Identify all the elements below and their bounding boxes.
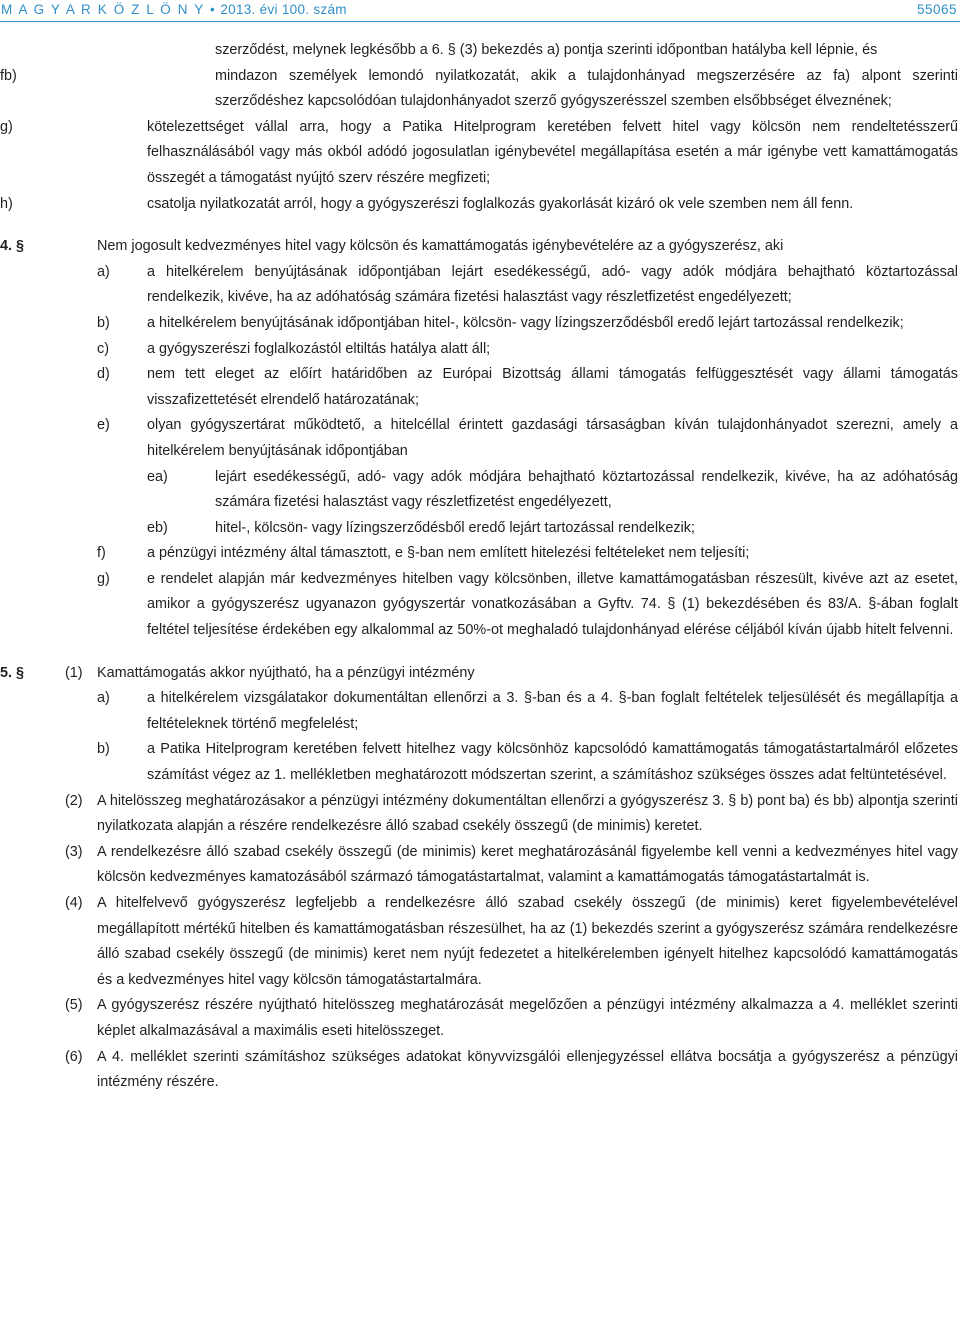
page-header — [0, 0, 960, 22]
item-marker: g) — [97, 570, 110, 587]
s3-item-fb — [0, 64, 958, 115]
s3-item-h — [0, 192, 958, 218]
item-text: mindazon személyek lemondó nyilatkozatát, akik a tulajdonhányad megszerzésére az fa) alpont szerinti szerződéshez kapcsolódóan tulajdonhányadot szerző gyógyszerésszel szemben elsőbbséget élveznének; — [215, 67, 958, 110]
item-marker: b) — [97, 314, 110, 331]
item-text: a Patika Hitelprogram keretében felvett hitelhez vagy kölcsönhöz kapcsolódó kamattámogatás támogatástartalmáról előzetes számítást végez az 1. mellékletben meghatározott módszertan szerint, a számításhoz szükséges összes adat feltüntetésével. — [147, 741, 958, 784]
item-marker: fb) — [0, 67, 17, 84]
paragraph-text: A hitelfelvevő gyógyszerész legfeljebb a rendelkezésre álló szabad csekély összegű (de minimis) keret figyelembevételével megállapított mértékű hitelben és kamattámogatásban részesülhet, ha az (1) bekezdés szerint a gyógyszerész számára rendelkezésre álló szabad csekély összegű (de minimis) keret nem nyújt fedezetet a hitelkérelemben igényelt hitelhez kapcsolódó kamattámogatás és a kedvezményes hitel vagy kölcsön támogatástartalmára. — [97, 895, 958, 988]
header-bullet: • — [209, 2, 215, 17]
item-text: a pénzügyi intézmény által támasztott, e §-ban nem említett hitelezési feltételeket nem teljesíti; — [147, 545, 750, 562]
paragraph-marker: (1) — [65, 664, 83, 681]
item-text: olyan gyógyszertárat működtető, a hitelcéllal érintett gazdasági társaságban kíván tulajdonhányadot szerezni, amely a hitelkérelem benyújtásának időpontjában — [147, 417, 958, 459]
item-text: e rendelet alapján már kedvezményes hitelben vagy kölcsönben, illetve kamattámogatásban részesült, kivéve azt az esetet, amikor a gyógyszerész ugyanazon gyógyszertár vonatkozásában a Gyftv. 74. § (1) bekezdésében és 83/A. §-ában foglalt feltétel teljesítése érdekében egy alkalommal az 50%-ot meghaladó tulajdonhányad elérése céljából kíván újabb hitelt felvenni. — [147, 570, 958, 639]
paragraph-marker: (5) — [65, 997, 83, 1014]
s4-item-f — [0, 541, 958, 567]
s5-item-b — [0, 737, 958, 788]
item-text: kötelezettséget vállal arra, hogy a Patika Hitelprogram keretében felvett hitel vagy kölcsön nem rendeltetésszerű felhasználásából vagy más okból adódó jogosulatlan igénybevétel megállapítása esetén a már igénybe vett kamattámogatás összegét a támogatást nyújtó szerv részére megfizeti; — [147, 118, 958, 186]
section-intro: Nem jogosult kedvezményes hitel vagy kölcsön és kamattámogatás igénybevételére az a gyógyszerész, aki — [97, 238, 784, 255]
item-marker: e) — [97, 417, 110, 434]
paragraph-text: A hitelösszeg meghatározásakor a pénzügyi intézmény dokumentáltan ellenőrzi a gyógyszerész 3. § b) pont ba) és bb) alpontja szerinti nyilatkozata alapján a részére rendelkezésre álló szabad csekély összegű (de minimis) keretet. — [97, 792, 958, 835]
item-text: a gyógyszerészi foglalkozástól eltiltás hatálya alatt áll; — [147, 340, 491, 357]
item-text: a hitelkérelem vizsgálatakor dokumentáltan ellenőrzi a 3. §-ban és a 4. §-ban foglalt feltételek teljesülését és megállapítja a feltételeknek történő megfelelést; — [147, 690, 958, 732]
item-marker: h) — [0, 195, 13, 212]
s4-item-d — [0, 362, 958, 413]
paragraph-marker: (2) — [65, 792, 83, 809]
item-marker: g) — [0, 118, 13, 135]
item-marker: eb) — [147, 519, 168, 536]
item-text: hitel-, kölcsön- vagy lízingszerződésből eredő lejárt tartozással rendelkezik; — [215, 519, 695, 536]
paragraph-text: szerződést, melynek legkésőbb a 6. § (3) bekezdés a) pontja szerinti időpontban hatályba kell lépnie, és — [215, 42, 878, 58]
s4-item-a — [0, 260, 958, 311]
section-4 — [0, 234, 958, 260]
s5-paragraph-5 — [0, 993, 958, 1044]
s5-paragraph-6 — [0, 1045, 958, 1096]
s3-item-g — [0, 115, 958, 192]
s5-paragraph-2 — [0, 789, 958, 840]
s5-paragraph-4 — [0, 891, 958, 993]
s4-item-c — [0, 337, 958, 363]
s5-item-a — [0, 686, 958, 737]
issue-label: 2013. évi 100. szám — [220, 2, 347, 17]
s4-item-g — [0, 567, 958, 644]
paragraph-marker: (4) — [65, 895, 83, 911]
item-marker: c) — [97, 340, 109, 357]
item-marker: a) — [97, 690, 110, 707]
item-marker: ea) — [147, 468, 168, 485]
section-number: 4. § — [0, 238, 25, 255]
item-text: a hitelkérelem benyújtásának időpontjában hitel-, kölcsön- vagy lízingszerződésből eredő lejárt tartozással rendelkezik; — [147, 314, 904, 331]
item-text: nem tett eleget az előírt határidőben az Európai Bizottság állami támogatás felfüggesztését vagy állami támogatás visszafizettetését elrendelő határozatának; — [147, 366, 958, 408]
paragraph-text: A 4. melléklet szerinti számításhoz szükséges adatokat könyvvizsgálói ellenjegyzéssel ellátva bocsátja a gyógyszerész a pénzügyi intézmény részére. — [97, 1048, 958, 1091]
page-number: 55065 — [916, 2, 957, 17]
paragraph-marker: (3) — [65, 843, 83, 860]
item-text: lejárt esedékességű, adó- vagy adók módjára behajtható köztartozással rendelkezik, kivéve, ha az adóhatóság számára fizetési halasztást vagy részletfizetést engedélyezett, — [215, 468, 958, 511]
header-divider — [0, 21, 960, 22]
paragraph-marker: (6) — [65, 1048, 83, 1065]
item-marker: b) — [97, 741, 110, 758]
document-body — [0, 38, 958, 1096]
s4-item-eb — [0, 516, 958, 542]
journal-title: M A G Y A R K Ö Z L Ö N Y — [1, 2, 205, 17]
s5-paragraph-3 — [0, 840, 958, 891]
item-text: csatolja nyilatkozatát arról, hogy a gyógyszerészi foglalkozás gyakorlását kizáró ok vele szemben nem áll fenn. — [147, 195, 854, 212]
s4-item-ea — [0, 465, 958, 516]
journal-header — [1, 2, 347, 17]
s3-fa-continuation — [0, 38, 958, 64]
paragraph-text: A rendelkezésre álló szabad csekély összegű (de minimis) keret meghatározásánál figyelembe kell venni a kedvezményes hitel vagy kölcsön kedvezményes kamatozásából származó támogatástartalmat, valamint a kamattámogatás támogatástartalmát is. — [97, 843, 958, 886]
item-text: a hitelkérelem benyújtásának időpontjában lejárt esedékességű, adó- vagy adók módjára behajtható köztartozással rendelkezik, kivéve, ha az adóhatóság számára fizetési halasztást vagy részletfizetést engedélyezett; — [147, 263, 958, 306]
paragraph-text: A gyógyszerész részére nyújtható hitelösszeg meghatározását megelőzően a pénzügyi intézmény alkalmazza a 4. melléklet szerinti képlet alkalmazásával a maximális eseti hitelösszeget. — [97, 997, 958, 1039]
item-marker: a) — [97, 263, 110, 280]
s4-item-b — [0, 311, 958, 337]
item-marker: f) — [97, 545, 106, 562]
item-marker: d) — [97, 366, 110, 383]
s4-item-e — [0, 413, 958, 464]
section-5 — [0, 661, 958, 687]
section-number: 5. § — [0, 664, 25, 681]
paragraph-text: Kamattámogatás akkor nyújtható, ha a pénzügyi intézmény — [97, 664, 475, 681]
